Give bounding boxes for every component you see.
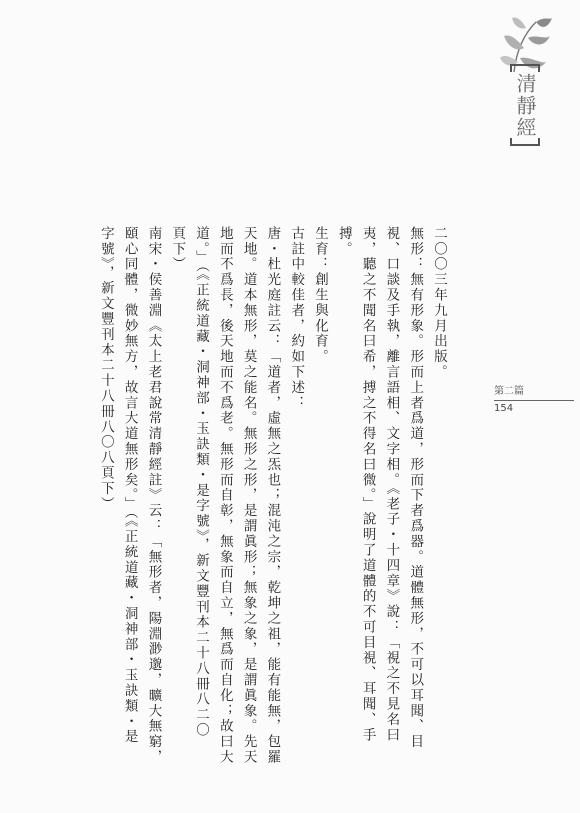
text-line: 頤心同體，微妙無方，故言大道無形矣。」（《正統道藏・洞神部・玉訣類・是 [121, 226, 138, 745]
text-line: 搏。 [335, 226, 352, 257]
title-bracket-bottom [510, 138, 540, 146]
text-line: 天地。道本無形，莫之能名。無形之形，是謂眞形；無象之象，是謂眞象。先天 [240, 226, 257, 765]
text-line: 頁下） [169, 226, 186, 273]
body-text [93, 226, 450, 766]
book-title: 清靜經 [513, 73, 537, 139]
section-label: 第二篇 [494, 386, 524, 397]
text-line: 古註中較佳者，約如下述： [288, 226, 305, 411]
text-line: 南宋・侯善淵《太上老君說常清靜經註》云：「無形者，陽淵渺邈，曠大無窮， [145, 226, 162, 765]
text-line: 道。」（《正統道藏・洞神部・玉訣類・是字號》，新文豐刊本二十八冊八二〇 [193, 226, 210, 738]
text-line: 字號》，新文豐刊本二十八冊八〇八頁下） [97, 226, 114, 512]
section-marker [494, 386, 578, 415]
text-line: 唐・杜光庭註云：「道者，虛無之炁也；混沌之宗，乾坤之祖，能有能無，包羅 [264, 226, 281, 765]
page-number: 154 [494, 403, 514, 414]
section-divider [494, 400, 574, 401]
text-line: 夷，聽之不聞名曰希，搏之不得名曰微。」說明了道體的不可目視、耳聞、手 [359, 226, 376, 743]
text-line: 地而不爲長，後天地而不爲老。無形而自彰，無象而自立，無爲而自化；故曰大 [216, 226, 233, 765]
text-line: 視、口談及手執，離言語相、文字相。《老子・十四章》說：「視之不見名曰 [383, 226, 400, 743]
text-line: 二〇〇三年九月出版。 [431, 226, 447, 380]
text-line: 無形：無有形象。形而上者爲道，形而下者爲器。道體無形，不可以耳聞、目 [407, 226, 424, 750]
text-line: 生育：創生與化育。 [312, 226, 329, 365]
